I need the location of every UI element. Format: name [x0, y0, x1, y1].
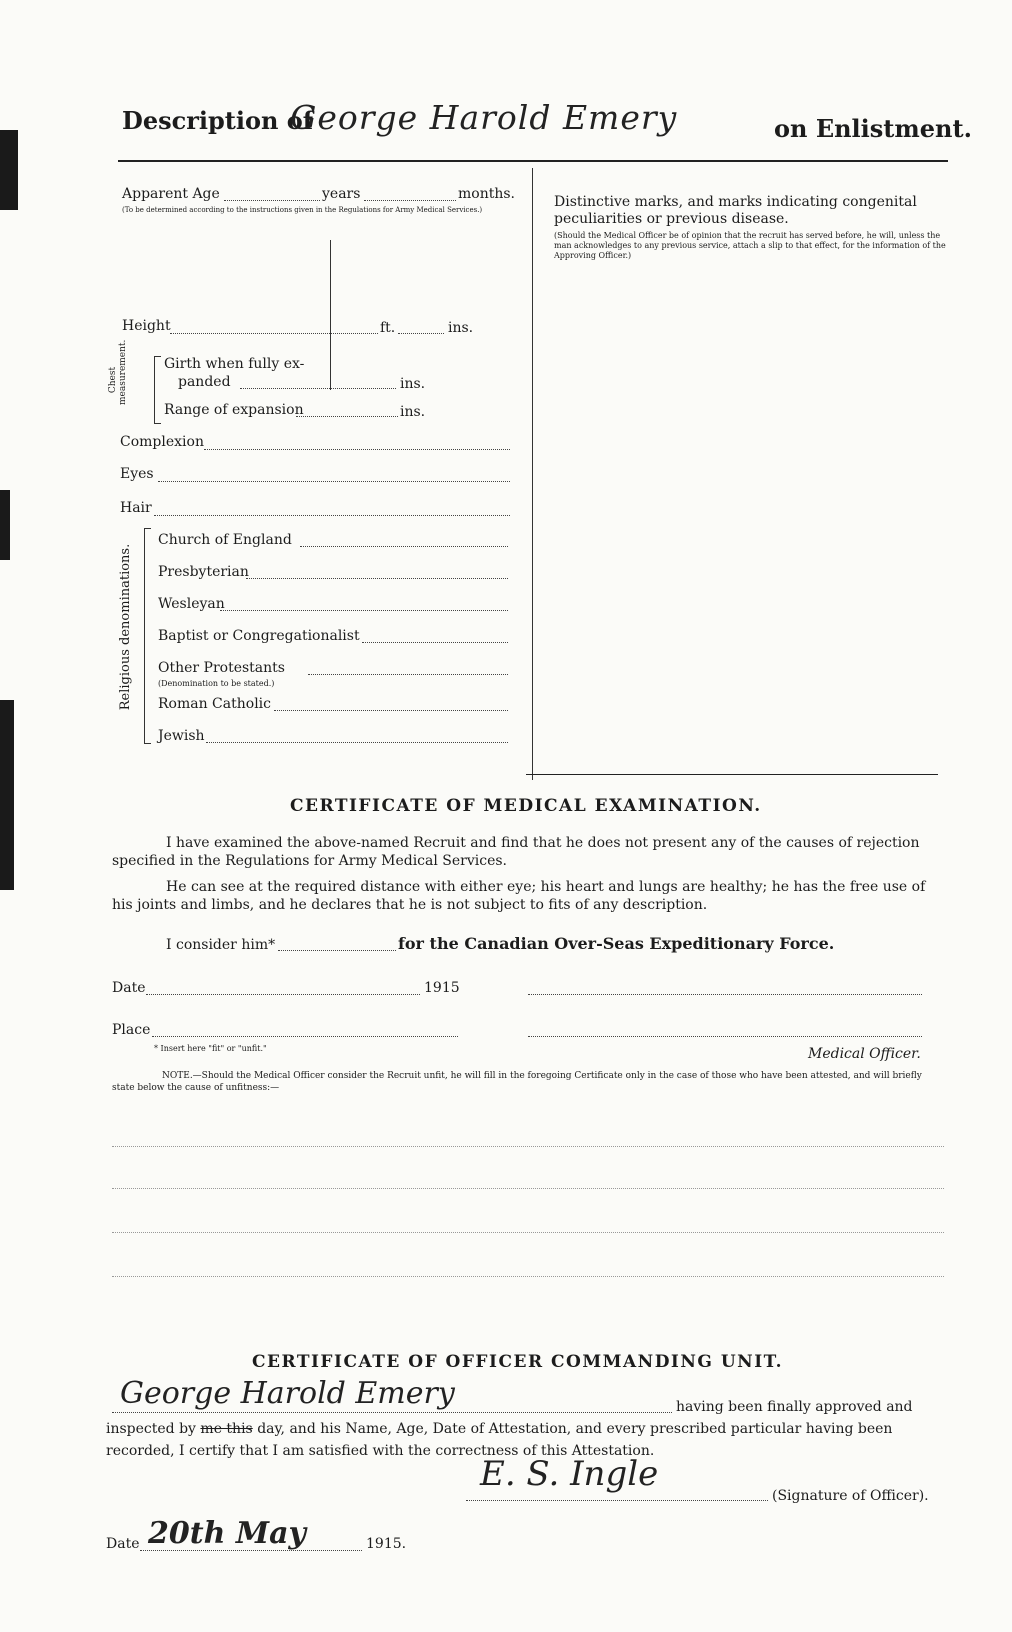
dotted-line: [398, 333, 444, 334]
unfitness-line: [112, 1188, 944, 1189]
scan-edge: [0, 490, 10, 560]
medical-officer-label: Medical Officer.: [808, 1046, 921, 1062]
distinctive-marks-label-2: peculiarities or previous disease.: [554, 211, 789, 227]
rule: [526, 774, 938, 775]
religion-church-of-england: Church of England: [158, 532, 292, 548]
dotted-line: [296, 416, 398, 417]
inspected-by: inspected by: [106, 1421, 196, 1437]
girth-ins: ins.: [400, 376, 426, 392]
months-label: months.: [458, 186, 515, 202]
years-label: years: [322, 186, 361, 202]
title-prefix: Description of: [122, 106, 314, 135]
form-mark: [330, 240, 331, 390]
struck-text: me this: [200, 1421, 253, 1437]
recorded-line: recorded, I certify that I am satisfied with the correctness of this Attestation.: [106, 1443, 655, 1459]
hair-label: Hair: [120, 500, 152, 516]
ins-label: ins.: [448, 320, 474, 336]
commanding-name-handwritten: George Harold Emery: [120, 1376, 455, 1411]
denomination-note: (Denomination to be stated.): [158, 679, 275, 688]
religion-other-protestants: Other Protestants: [158, 660, 285, 676]
religion-brace: [144, 528, 151, 744]
medical-date-label: Date: [112, 980, 146, 996]
scan-edge: [0, 700, 14, 890]
approved-label: having been finally approved and: [676, 1399, 913, 1415]
signature-line: [466, 1500, 768, 1501]
commanding-year: 1915.: [366, 1536, 407, 1552]
inspected-line: [106, 1420, 936, 1438]
religious-denominations-label: Religious denominations.: [118, 543, 133, 711]
dotted-line: [224, 200, 320, 201]
inspected-rest: day, and his Name, Age, Date of Attestation, and every prescribed particular having been: [257, 1421, 893, 1437]
fit-unfit-line: [278, 950, 396, 951]
consider-him-label: I consider him*: [166, 937, 276, 953]
girth-label-1: Girth when fully ex-: [164, 356, 305, 372]
date-line: [140, 1550, 362, 1551]
distinctive-marks-note: (Should the Medical Officer be of opinion that the recruit has served before, he will, unless the man acknowledges to any previous service, attach a slip to that effect, for the information of the Approving Officer.): [554, 231, 946, 260]
dotted-line: [246, 578, 508, 579]
medical-officer-signature-line: [528, 1036, 922, 1037]
unfitness-line: [112, 1146, 944, 1147]
religion-presbyterian: Presbyterian: [158, 564, 249, 580]
place-label: Place: [112, 1022, 151, 1038]
medical-year: 1915: [424, 980, 460, 996]
apparent-age-label: Apparent Age: [122, 186, 220, 202]
commanding-date-label: Date: [106, 1536, 140, 1552]
chest-measurement-label: Chest measurement.: [108, 339, 128, 405]
age-note: (To be determined according to the instructions given in the Regulations for Army Medical Services.): [122, 206, 483, 214]
officer-signature-handwritten: E. S. Ingle: [480, 1454, 659, 1494]
eyes-label: Eyes: [120, 466, 154, 482]
dotted-line: [206, 742, 508, 743]
religion-jewish: Jewish: [158, 728, 205, 744]
name-line: [112, 1412, 672, 1413]
height-label: Height: [122, 318, 171, 334]
signature-label: (Signature of Officer).: [772, 1488, 929, 1504]
girth-label-2: panded: [178, 374, 231, 390]
religion-wesleyan: Wesleyan: [158, 596, 225, 612]
place-line: [152, 1036, 458, 1037]
religion-baptist: Baptist or Congregationalist: [158, 628, 360, 644]
dotted-line: [528, 994, 922, 995]
dotted-line: [274, 710, 508, 711]
religion-roman-catholic: Roman Catholic: [158, 696, 271, 712]
dotted-line: [220, 610, 508, 611]
medical-date-line: [146, 994, 420, 995]
dotted-line: [240, 388, 396, 389]
chest-brace: [154, 356, 161, 424]
force-label: for the Canadian Over-Seas Expeditionary Force.: [398, 934, 835, 953]
scan-edge: [0, 130, 18, 210]
ft-label: ft.: [380, 320, 396, 336]
distinctive-marks-label-1: Distinctive marks, and marks indicating congenital: [554, 194, 917, 210]
medical-certificate-heading: CERTIFICATE OF MEDICAL EXAMINATION.: [290, 796, 762, 816]
unfit-note: NOTE.—Should the Medical Officer consider the Recruit unfit, he will fill in the foregoing Certificate only in the case of those who have been attested, and will briefly state below the cause of unfitness:—: [112, 1071, 922, 1093]
commanding-date-handwritten: 20th May: [148, 1516, 306, 1551]
dotted-line: [300, 546, 508, 547]
insert-note: * Insert here "fit" or "unfit.": [154, 1044, 267, 1053]
complexion-label: Complexion: [120, 434, 204, 450]
title-suffix: on Enlistment.: [774, 114, 972, 143]
range-label: Range of expansion: [164, 402, 304, 418]
dotted-line: [158, 481, 510, 482]
rule: [118, 160, 948, 162]
dotted-line: [204, 449, 510, 450]
recruit-name-handwritten: George Harold Emery: [290, 98, 678, 137]
commanding-certificate-heading: CERTIFICATE OF OFFICER COMMANDING UNIT.: [252, 1352, 784, 1372]
dotted-line: [170, 333, 378, 334]
dotted-line: [362, 642, 508, 643]
unfitness-line: [112, 1232, 944, 1233]
dotted-line: [308, 674, 508, 675]
column-divider: [532, 168, 533, 780]
dotted-line: [154, 515, 510, 516]
medical-paragraph-2: He can see at the required distance with either eye; his heart and lungs are healthy; he has the free use of his joints and limbs, and he declares that he is not subject to fits of any description.: [112, 879, 926, 913]
dotted-line: [364, 200, 456, 201]
unfitness-line: [112, 1276, 944, 1277]
range-ins: ins.: [400, 404, 426, 420]
medical-paragraph-1: I have examined the above-named Recruit and find that he does not present any of the causes of rejection specified in the Regulations for Army Medical Services.: [112, 835, 920, 869]
